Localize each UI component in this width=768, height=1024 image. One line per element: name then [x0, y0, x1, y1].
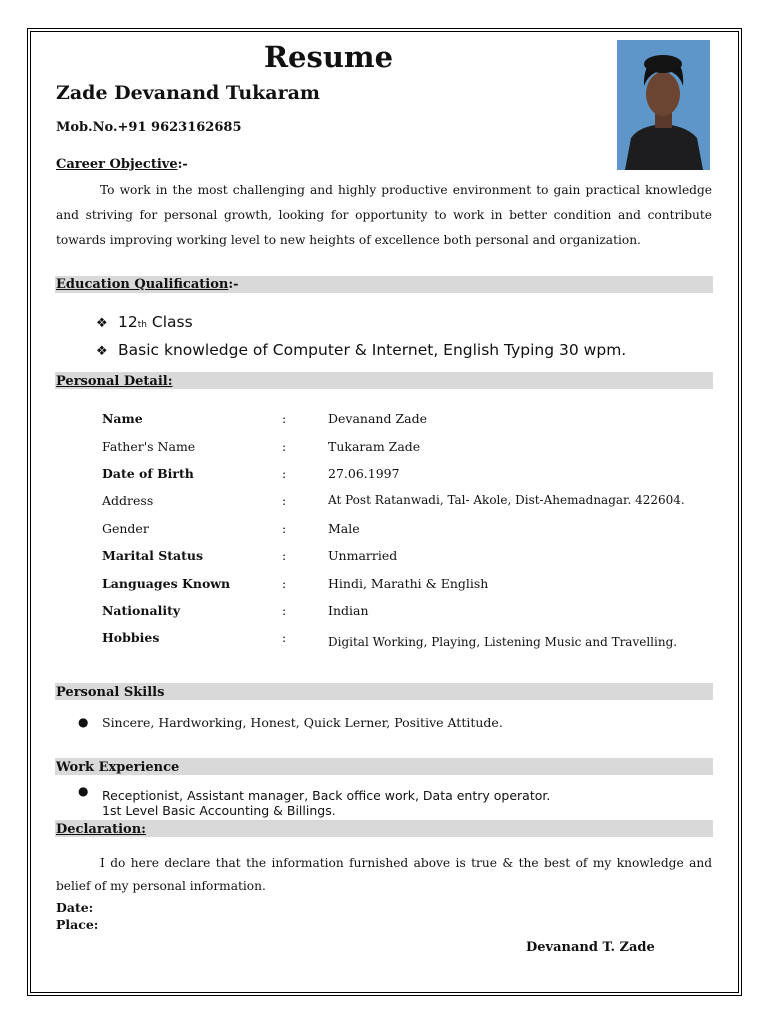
signature-name: Devanand T. Zade — [526, 940, 655, 955]
detail-key: Father's Name — [102, 439, 196, 454]
personal-detail-heading: Personal Detail: — [56, 374, 173, 389]
detail-row — [102, 630, 722, 650]
skills-item — [78, 715, 503, 730]
detail-value: At Post Ratanwadi, Tal- Akole, Dist-Ahemadnagar. 422604. — [328, 493, 685, 507]
detail-value: Indian — [328, 603, 369, 618]
skills-text: Sincere, Hardworking, Honest, Quick Lerner, Positive Attitude. — [102, 715, 503, 730]
detail-value: Tukaram Zade — [328, 439, 421, 454]
detail-colon: : — [282, 411, 287, 426]
education-label: Education Qualification — [56, 277, 229, 292]
detail-key: Date of Birth — [102, 466, 194, 481]
career-objective-text-block — [56, 178, 712, 253]
detail-key: Marital Status — [102, 548, 204, 563]
detail-key: Gender — [102, 521, 149, 536]
diamond-bullet-icon: ❖ — [96, 344, 108, 359]
declaration-text-block — [56, 852, 712, 898]
detail-value: Male — [328, 521, 360, 536]
education-list — [96, 310, 626, 364]
career-objective-heading — [56, 157, 188, 172]
detail-row — [102, 521, 722, 541]
detail-colon: : — [282, 603, 287, 618]
detail-row — [102, 466, 722, 486]
detail-row — [102, 411, 722, 431]
declaration-band — [55, 820, 713, 837]
career-objective-suffix: :- — [177, 157, 188, 172]
career-objective-text: To work in the most challenging and highly productive environment to gain practical knowledge and striving for personal growth, looking for opportunity to work in better condition and contribute towards improving working level to new heights of excellence both personal and organization. — [56, 183, 712, 247]
detail-value: Digital Working, Playing, Listening Music and Travelling. — [328, 635, 678, 649]
education-item-main: Basic knowledge of Computer & Internet, English Typing 30 wpm. — [118, 341, 627, 359]
detail-row — [102, 493, 722, 513]
work-line-1: Receptionist, Assistant manager, Back office work, Data entry operator. — [102, 788, 551, 803]
declaration-heading: Declaration: — [56, 822, 146, 837]
personal-skills-heading: Personal Skills — [56, 685, 165, 700]
detail-colon: : — [282, 630, 287, 645]
detail-row — [102, 548, 722, 568]
detail-colon: : — [282, 548, 287, 563]
work-line-2: 1st Level Basic Accounting & Billings. — [102, 803, 336, 818]
detail-colon: : — [282, 521, 287, 536]
list-item — [96, 338, 626, 364]
education-heading — [56, 277, 239, 292]
detail-row — [102, 603, 722, 623]
detail-key: Nationality — [102, 603, 181, 618]
detail-colon: : — [282, 576, 287, 591]
bullet-icon: ● — [78, 715, 89, 729]
page-title: Resume — [263, 40, 394, 74]
candidate-name: Zade Devanand Tukaram — [56, 82, 321, 104]
mobile-number: Mob.No.+91 9623162685 — [56, 120, 242, 135]
profile-photo — [617, 40, 710, 170]
work-item — [78, 784, 551, 818]
detail-key: Hobbies — [102, 630, 160, 645]
education-item-rest: Class — [146, 313, 193, 331]
bullet-icon: ● — [78, 784, 89, 798]
education-suffix: :- — [228, 277, 239, 292]
detail-row — [102, 576, 722, 596]
declaration-text: I do here declare that the information furnished above is true & the best of my knowledge and belief of my personal information. — [56, 856, 712, 893]
detail-value: 27.06.1997 — [328, 466, 400, 481]
education-item-sup: th — [137, 320, 147, 330]
list-item — [96, 310, 626, 338]
place-label: Place: — [56, 917, 99, 932]
detail-colon: : — [282, 439, 287, 454]
detail-colon: : — [282, 466, 287, 481]
career-objective-label: Career Objective — [56, 157, 178, 172]
diamond-bullet-icon: ❖ — [96, 316, 108, 331]
detail-value: Hindi, Marathi & English — [328, 576, 489, 591]
detail-colon: : — [282, 493, 287, 508]
detail-row — [102, 439, 722, 459]
date-label: Date: — [56, 900, 94, 915]
detail-value: Unmarried — [328, 548, 398, 563]
education-item-main: 12 — [118, 313, 138, 331]
detail-key: Name — [102, 411, 143, 426]
detail-key: Languages Known — [102, 576, 231, 591]
detail-key: Address — [102, 493, 154, 508]
detail-value: Devanand Zade — [328, 411, 427, 426]
work-experience-heading: Work Experience — [56, 760, 180, 775]
